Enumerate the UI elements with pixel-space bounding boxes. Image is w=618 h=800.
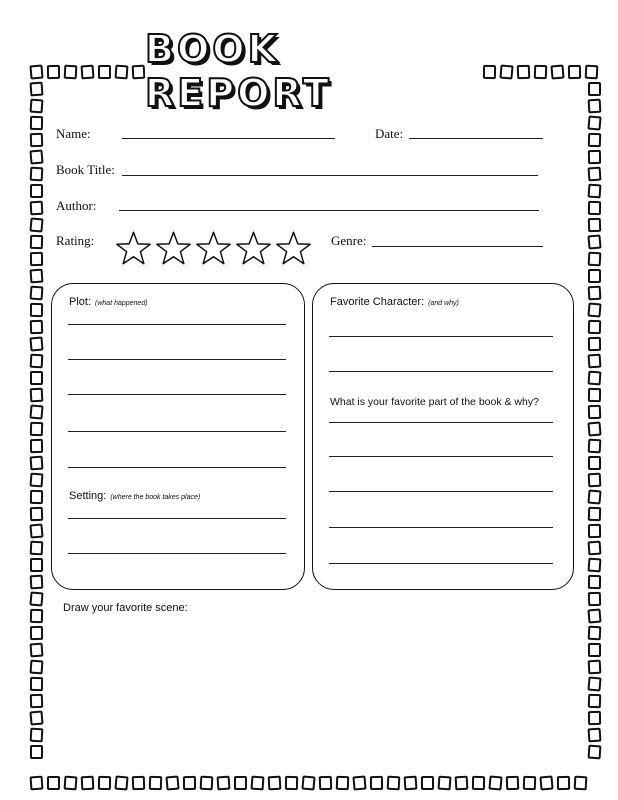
border-square	[319, 776, 332, 790]
genre-label: Genre:	[331, 233, 367, 248]
border-square	[550, 64, 564, 79]
star-icon[interactable]	[115, 230, 152, 266]
border-square	[30, 320, 43, 334]
setting-writing-line[interactable]	[68, 553, 286, 554]
border-square	[588, 405, 601, 419]
character-label: Favorite Character:	[330, 296, 425, 308]
border-square	[30, 626, 43, 640]
border-square	[30, 473, 44, 488]
rating-label: Rating:	[56, 233, 95, 248]
border-square	[30, 575, 44, 590]
border-square	[588, 150, 601, 164]
border-square	[588, 456, 601, 470]
favorite-part-writing-line[interactable]	[329, 422, 553, 423]
border-square	[587, 115, 601, 130]
border-square	[217, 776, 231, 791]
border-square	[506, 776, 519, 790]
date-line[interactable]	[409, 138, 543, 139]
setting-heading	[69, 490, 200, 502]
border-square	[30, 82, 44, 97]
border-square	[115, 65, 129, 80]
border-square	[29, 149, 43, 164]
border-square	[574, 776, 588, 791]
border-square	[352, 775, 366, 790]
border-square	[30, 643, 44, 658]
character-hint: (and why)	[428, 300, 459, 307]
book-title-line[interactable]	[122, 175, 538, 176]
border-square	[587, 302, 601, 317]
border-square	[587, 676, 601, 691]
border-square	[30, 388, 44, 403]
border-square	[588, 218, 601, 232]
genre-line[interactable]	[372, 246, 543, 247]
border-square	[534, 65, 547, 79]
border-square	[588, 388, 601, 402]
border-square	[114, 775, 128, 790]
border-square	[29, 404, 43, 419]
border-square	[301, 775, 315, 790]
favorite-part-writing-line[interactable]	[329, 456, 553, 457]
border-square	[588, 507, 601, 521]
draw-scene-label: Draw your favorite scene:	[63, 602, 188, 614]
name-line[interactable]	[122, 138, 335, 139]
border-square	[30, 694, 43, 708]
border-square	[588, 184, 602, 199]
border-square	[588, 626, 602, 641]
border-square	[149, 776, 162, 790]
border-square	[588, 541, 602, 556]
border-square	[588, 354, 602, 369]
border-square	[404, 776, 418, 791]
border-square	[29, 336, 43, 351]
border-square	[30, 728, 44, 743]
border-square	[588, 728, 602, 743]
border-square	[588, 694, 601, 708]
favorite-part-writing-line[interactable]	[329, 491, 553, 492]
border-square	[30, 745, 43, 759]
border-square	[588, 269, 601, 283]
border-square	[588, 133, 601, 147]
border-square	[30, 235, 43, 249]
border-square	[64, 776, 78, 791]
page-title-text: BOOK REPORT	[145, 27, 332, 115]
border-square	[98, 776, 111, 790]
border-square	[539, 775, 553, 790]
border-square	[98, 65, 111, 79]
border-square	[517, 65, 530, 79]
border-square	[29, 710, 43, 725]
border-square	[29, 523, 43, 538]
name-label: Name:	[56, 126, 91, 141]
border-square	[588, 592, 601, 606]
border-square	[588, 643, 601, 657]
plot-writing-line[interactable]	[68, 359, 286, 360]
border-square	[165, 775, 179, 790]
border-square	[30, 167, 44, 182]
border-square	[588, 439, 602, 454]
border-square	[29, 217, 43, 232]
border-square	[234, 776, 247, 790]
border-square	[588, 99, 602, 114]
star-icon[interactable]	[235, 230, 272, 266]
border-square	[132, 65, 146, 80]
border-square	[30, 660, 44, 675]
book-title-label: Book Title:	[56, 162, 115, 177]
border-square	[588, 201, 601, 215]
border-square	[30, 558, 43, 572]
border-square	[132, 776, 145, 790]
border-square	[183, 776, 196, 790]
border-square	[588, 82, 601, 96]
border-square	[200, 776, 214, 791]
setting-hint: (where the book takes place)	[110, 494, 201, 501]
border-square	[47, 776, 60, 790]
plot-writing-line[interactable]	[68, 324, 286, 325]
border-square	[30, 184, 43, 198]
border-square	[30, 541, 44, 556]
plot-writing-line[interactable]	[68, 431, 286, 432]
border-square	[588, 337, 601, 351]
character-writing-line[interactable]	[329, 371, 553, 372]
border-square	[30, 286, 44, 301]
plot-label: Plot:	[69, 296, 92, 308]
border-square	[30, 776, 44, 791]
border-square	[585, 65, 599, 80]
border-square	[483, 65, 496, 79]
favorite-part-writing-line[interactable]	[329, 527, 553, 528]
border-square	[285, 776, 298, 790]
border-square	[30, 422, 43, 436]
character-heading	[330, 296, 459, 308]
border-square	[587, 489, 601, 504]
setting-writing-line[interactable]	[68, 518, 286, 519]
star-icon[interactable]	[195, 230, 232, 266]
plot-hint: (what happened)	[95, 300, 148, 307]
border-square	[588, 711, 601, 725]
border-square	[588, 473, 602, 488]
border-square	[30, 116, 43, 130]
star-icon[interactable]	[275, 230, 312, 266]
border-square	[588, 575, 601, 589]
border-square	[30, 609, 43, 623]
border-square	[30, 269, 44, 284]
character-favorite-panel	[312, 283, 574, 590]
border-square	[588, 252, 602, 267]
border-square	[421, 776, 434, 790]
border-square	[499, 64, 513, 79]
setting-label: Setting:	[69, 490, 107, 502]
border-square	[30, 677, 43, 691]
plot-writing-line[interactable]	[68, 394, 286, 395]
author-line[interactable]	[119, 210, 539, 211]
border-square	[30, 201, 44, 216]
border-square	[588, 167, 602, 182]
border-square	[268, 776, 282, 791]
border-square	[588, 524, 601, 538]
plot-heading	[69, 296, 148, 308]
border-square	[370, 776, 383, 790]
border-square	[47, 65, 60, 79]
date-label: Date:	[375, 126, 404, 141]
plot-setting-panel	[51, 283, 305, 590]
border-square	[587, 234, 601, 249]
border-square	[588, 286, 602, 301]
border-square	[251, 776, 265, 791]
border-square	[30, 133, 43, 147]
border-square	[81, 776, 95, 791]
border-square	[557, 776, 570, 790]
border-square	[30, 456, 44, 471]
border-square	[588, 371, 602, 386]
border-square	[30, 303, 43, 317]
border-square	[29, 64, 43, 79]
favorite-part-label: What is your favorite part of the book & why?	[330, 396, 539, 408]
border-square	[29, 591, 43, 606]
draw-scene-area[interactable]	[55, 620, 575, 770]
border-square	[387, 776, 401, 791]
border-square	[64, 65, 78, 80]
border-square	[30, 490, 43, 504]
border-square	[438, 776, 452, 791]
border-square	[30, 354, 44, 369]
border-square	[488, 775, 502, 790]
character-writing-line[interactable]	[329, 336, 553, 337]
border-square	[30, 99, 44, 114]
border-square	[587, 421, 601, 436]
border-square	[588, 558, 602, 573]
border-square	[588, 660, 602, 675]
border-square	[523, 776, 536, 790]
border-square	[30, 371, 43, 385]
border-square	[588, 745, 602, 760]
rating-stars[interactable]	[115, 230, 312, 266]
border-square	[81, 65, 95, 80]
border-square	[336, 776, 349, 790]
border-square	[568, 65, 581, 79]
border-square	[30, 507, 43, 521]
border-square	[472, 776, 485, 790]
border-square	[30, 439, 43, 453]
border-square	[588, 320, 601, 334]
star-icon[interactable]	[155, 230, 192, 266]
favorite-part-writing-line[interactable]	[329, 563, 553, 564]
border-square	[587, 608, 601, 623]
border-square	[30, 252, 43, 266]
plot-writing-line[interactable]	[68, 467, 286, 468]
page-title	[145, 27, 475, 115]
border-square	[455, 776, 469, 791]
author-label: Author:	[56, 198, 97, 213]
